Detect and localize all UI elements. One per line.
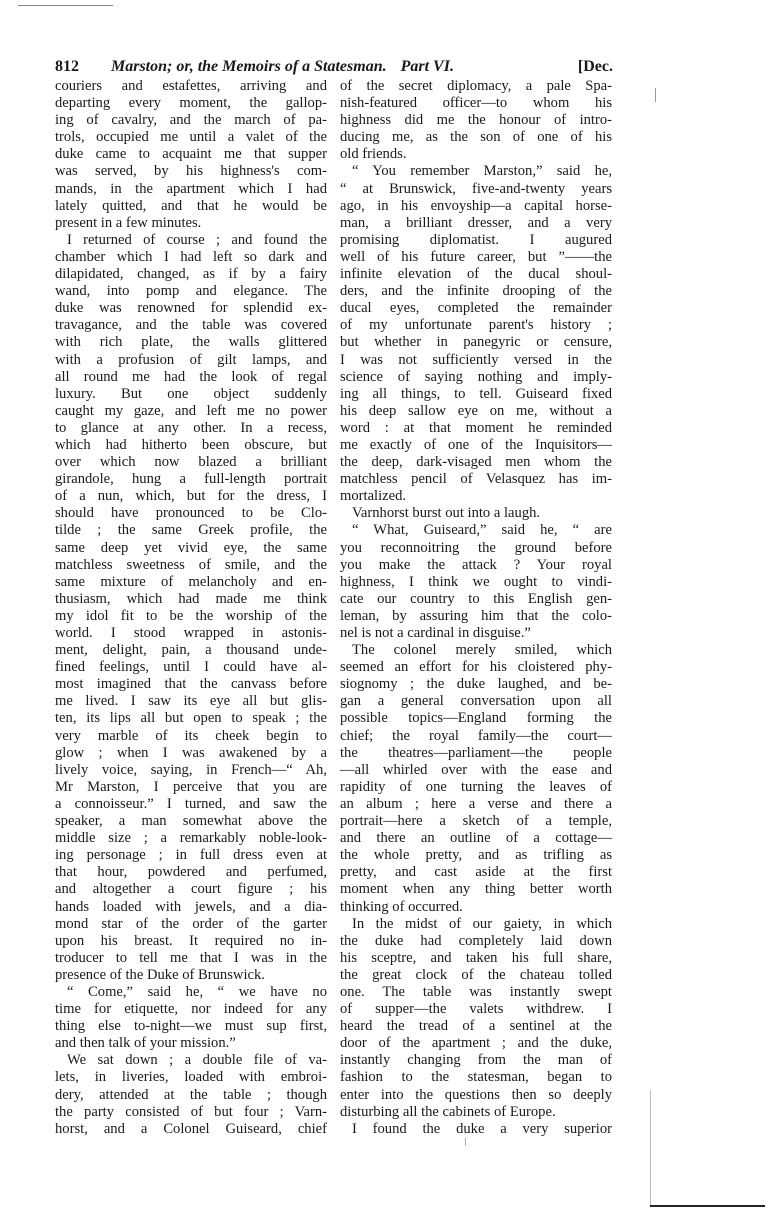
text-line: tilde ; the same Greek profile, the [55, 522, 327, 539]
text-line: nel is not a cardinal in disguise.” [340, 625, 531, 641]
text-line: siognomy ; the duke laughed, and be- [340, 676, 612, 693]
text-line: lately quitted, and that he would be [55, 197, 327, 214]
paragraph [55, 78, 327, 232]
scan-artifact-mark [465, 1138, 466, 1146]
text-line: was served, by his highness's com- [55, 163, 327, 180]
text-line: of the secret diplomacy, a pale Spa- [340, 78, 612, 94]
text-line: you reconnoitring the ground before [340, 539, 612, 556]
text-line: glow ; when I was awakened by a [55, 744, 327, 761]
text-line: the whole pretty, and as trifling as [340, 847, 612, 864]
text-line: to glance at any other. In a recess, [55, 419, 327, 436]
text-line: door of the apartment ; and the duke, [340, 1035, 612, 1052]
issue-month: [Dec. [577, 58, 613, 75]
text-line: same mixture of melancholy and en- [55, 573, 327, 590]
text-line: matchless sweetness of smile, and the [55, 556, 327, 573]
paragraph [340, 163, 612, 505]
text-line: mands, in the apartment which I had [55, 180, 327, 197]
text-line: possible topics—England forming the [340, 710, 612, 727]
text-line: duke was renowned for splendid ex- [55, 300, 327, 317]
text-line: I returned of course ; and found the [67, 231, 327, 248]
text-line: upon his breast. It required no in- [55, 932, 327, 949]
text-line: the duke had completely laid down [340, 932, 612, 949]
text-line: travagance, and the table was covered [55, 317, 327, 334]
text-line: you make the attack ? Your royal [340, 556, 612, 573]
text-line: and altogether a court figure ; his [55, 881, 327, 898]
text-line: mond star of the order of the garter [55, 915, 327, 932]
text-line: but whether in panegyric or censure, [340, 334, 612, 351]
text-line: gan a general conversation upon all [340, 693, 612, 710]
text-line: ders, and the infinite drooping of the [340, 283, 612, 300]
book-title: Marston; or, the Memoirs of a Statesman. [111, 58, 387, 75]
text-line: the great clock of the chateau tolled [340, 966, 612, 983]
paragraph [340, 642, 612, 916]
text-line: a connoisseur.” I turned, and saw the [55, 795, 327, 812]
text-line: cate our country to this English gen- [340, 590, 612, 607]
text-line: Varnhorst burst out into a laugh. [352, 505, 541, 522]
text-line: ment, delight, pain, a thousand unde- [55, 642, 327, 659]
text-line: “ Come,” said he, “ we have no [67, 983, 327, 1000]
text-line: very marble of its cheek begin to [55, 727, 327, 744]
text-line: of a nun, which, but for the dress, I [55, 488, 327, 505]
running-header [55, 58, 613, 80]
text-line: —all whirled over with the ease and [340, 761, 612, 778]
text-line: time for etiquette, nor indeed for any [55, 1001, 327, 1018]
paragraph [55, 1052, 327, 1137]
text-line: of my unfortunate parent's history ; [340, 317, 612, 334]
scan-artifact-line [18, 5, 113, 6]
text-line: the deep, dark-visaged men whom the [340, 454, 612, 471]
text-line: luxury. But one object suddenly [55, 385, 327, 402]
text-line: should have pronounced to be Clo- [55, 505, 327, 522]
text-line: lets, in liveries, loaded with embroi- [55, 1069, 327, 1086]
text-line: “ What, Guiseard,” said he, “ are [352, 522, 612, 539]
text-line: and there an outline of a cottage— [340, 830, 612, 847]
text-line: ing personage ; in full dress even at [55, 847, 327, 864]
text-line: me exactly of one of the Inquisitors— [340, 436, 612, 453]
text-line: that hour, powdered and perfumed, [55, 864, 327, 881]
text-line: We sat down ; a double file of va- [67, 1052, 327, 1069]
text-line: dilapidated, changed, as if by a fairy [55, 266, 327, 283]
text-line: duke came to acquaint me that supper [55, 146, 327, 163]
text-line: In the midst of our gaiety, in which [352, 915, 612, 932]
text-line: portrait—here a sketch of a temple, [340, 813, 612, 830]
page-number: 812 [55, 58, 79, 75]
text-line: mortalized. [340, 488, 407, 505]
paragraph [340, 1121, 612, 1138]
text-line: ducal eyes, completed the remainder [340, 300, 612, 317]
text-line: with a profusion of gilt lamps, and [55, 351, 327, 368]
paragraph [55, 232, 327, 984]
text-line: present in a few minutes. [55, 214, 202, 231]
paragraph [340, 505, 612, 522]
text-line: dery, attended at the table ; though [55, 1086, 327, 1103]
text-line: enter into the questions then so deeply [340, 1086, 612, 1103]
text-line: world. I stood wrapped in astonis- [55, 625, 327, 641]
text-line: lively voice, saying, in French—“ Ah, [55, 761, 327, 778]
text-line: nish-featured officer—to whom his [340, 95, 612, 112]
text-line: word : at that moment he reminded [340, 419, 612, 436]
text-line: me lived. I saw its eye all but glis- [55, 693, 327, 710]
scan-artifact-mark [655, 88, 656, 102]
text-line: ing all things, to tell. Guiseard fixed [340, 385, 612, 402]
text-line: speaker, a man somewhat above the [55, 813, 327, 830]
text-line: leman, by assuring him that the colo- [340, 607, 612, 624]
text-line: man, a brilliant dresser, and a very [340, 214, 612, 231]
text-line: his sceptre, and taken his full share, [340, 949, 612, 966]
text-line: my idol fit to be the worship of the [55, 607, 327, 624]
text-line: most imagined that the canvass before [55, 676, 327, 693]
text-line: middle size ; a remarkably noble-look- [55, 830, 327, 847]
text-line: disturbing all the cabinets of Europe. [340, 1103, 556, 1120]
page-edge-line [650, 1090, 651, 1205]
text-column-right [340, 78, 612, 1138]
text-line: “ at Brunswick, five-and-twenty years [340, 180, 612, 197]
text-line: thing else to-night—we must sup first, [55, 1018, 327, 1035]
text-line: ago, in his envoyship—a capital horse- [340, 197, 612, 214]
text-line: fined feelings, until I could have al- [55, 659, 327, 676]
text-line: one. The table was instantly swept [340, 983, 612, 1000]
text-line: caught my gaze, and left me no power [55, 402, 327, 419]
text-line: presence of the Duke of Brunswick. [55, 966, 265, 983]
text-line: old friends. [340, 146, 407, 163]
text-line: highness, I think we ought to vindi- [340, 573, 612, 590]
text-line: chief; the royal family—the court— [340, 727, 612, 744]
text-line: I found the duke a very superior [352, 1120, 612, 1137]
text-line: trols, occupied me until a valet of the [55, 129, 327, 146]
text-line: ing of cavalry, and the march of pa- [55, 112, 327, 129]
text-line: “ You remember Marston,” said he, [352, 163, 612, 180]
text-line: promising diplomatist. I augured [340, 231, 612, 248]
text-line: heard the tread of a sentinel at the [340, 1018, 612, 1035]
paragraph [55, 984, 327, 1052]
text-line: couriers and estafettes, arriving and [55, 78, 327, 94]
text-line: well of his future career, but ”——the [340, 248, 612, 265]
paragraph [340, 522, 612, 642]
text-line: all round me had the look of regal [55, 368, 327, 385]
text-line: matchless pencil of Velasquez has im- [340, 471, 612, 488]
text-line: chamber which I had left so dark and [55, 248, 327, 265]
text-line: the theatres—parliament—the people [340, 744, 612, 761]
text-line: departing every moment, the gallop- [55, 95, 327, 112]
part-label: Part VI. [400, 58, 454, 75]
text-line: rapidity of one turning the leaves of [340, 778, 612, 795]
text-line: thusiasm, which had made me think [55, 590, 327, 607]
text-line: horst, and a Colonel Guiseard, chief [55, 1120, 327, 1137]
text-line: an album ; here a verse and there a [340, 795, 612, 812]
text-line: ten, its lips all but open to speak ; the [55, 710, 327, 727]
text-line: fashion to the statesman, began to [340, 1069, 612, 1086]
text-line: seemed an effort for his cloistered phy- [340, 659, 612, 676]
text-line: the party consisted of but four ; Varn- [55, 1103, 327, 1120]
text-line: science of saying nothing and imply- [340, 368, 612, 385]
text-line: Mr Marston, I perceive that you are [55, 778, 327, 795]
page-edge-line [650, 1205, 765, 1207]
text-line: girandole, hung a full-length portrait [55, 471, 327, 488]
text-line: and then talk of your mission.” [55, 1035, 236, 1052]
text-line: troducer to tell me that I was in the [55, 949, 327, 966]
text-column-left [55, 78, 327, 1138]
text-line: over which now blazed a brilliant [55, 454, 327, 471]
text-line: The colonel merely smiled, which [352, 642, 612, 659]
text-line: highness did me the honour of intro- [340, 112, 612, 129]
text-line: ducing me, as the son of one of his [340, 129, 612, 146]
text-line: moment when any thing better worth [340, 881, 612, 898]
text-line: his deep sallow eye on me, without a [340, 402, 612, 419]
running-title [111, 58, 454, 76]
paragraph [340, 916, 612, 1121]
text-line: which had hitherto been obscure, but [55, 436, 327, 453]
paragraph [340, 78, 612, 163]
text-line: same deep yet vivid eye, the same [55, 539, 327, 556]
text-line: thinking of occurred. [340, 898, 463, 915]
text-line: instantly changing from the man of [340, 1052, 612, 1069]
text-line: with rich plate, the walls glittered [55, 334, 327, 351]
text-line: of supper—the valets withdrew. I [340, 1001, 612, 1018]
text-line: wand, into pomp and elegance. The [55, 283, 327, 300]
text-line: hands loaded with jewels, and a dia- [55, 898, 327, 915]
text-line: pretty, and cast aside at the first [340, 864, 612, 881]
text-line: infinite elevation of the ducal shoul- [340, 266, 612, 283]
text-line: I was not sufficiently versed in the [340, 351, 612, 368]
